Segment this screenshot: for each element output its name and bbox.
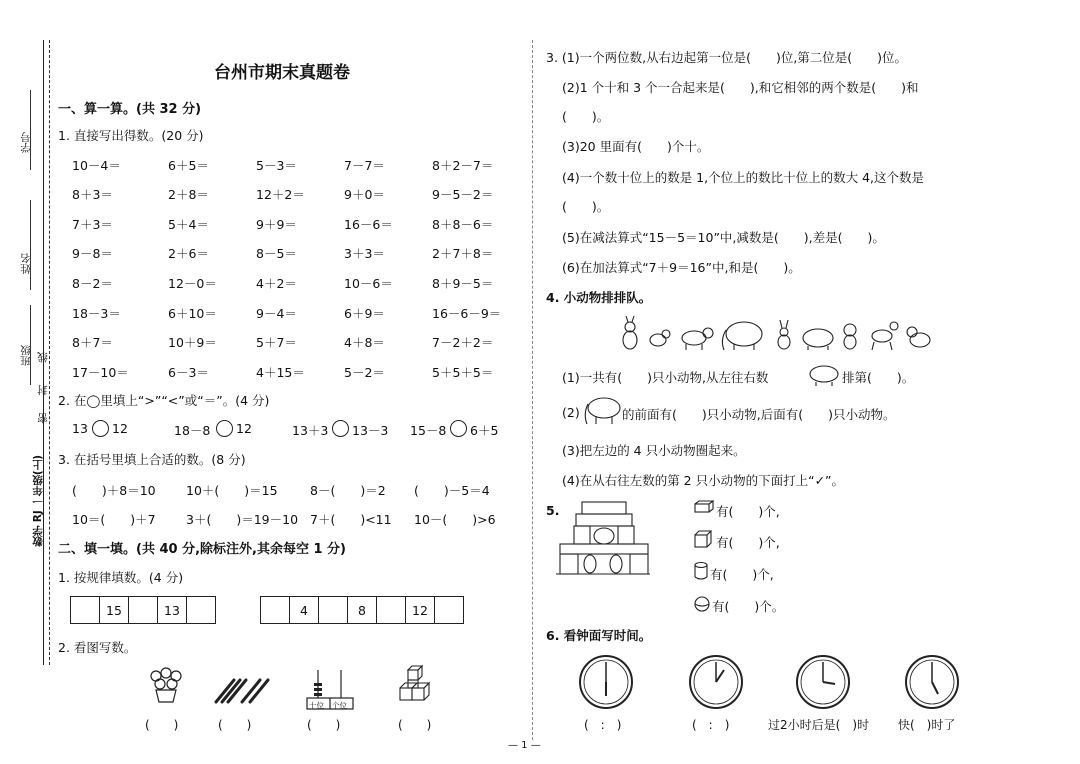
fill-item[interactable]: 10＝( )＋7	[72, 512, 156, 527]
pic-answer[interactable]: ( )	[218, 718, 252, 732]
seq-box[interactable]	[435, 597, 464, 624]
sequence-boxes-2	[260, 596, 464, 624]
mi-mark: 密	[37, 413, 49, 424]
seq-box[interactable]: 4	[290, 597, 319, 624]
compare-right: 12	[236, 421, 252, 436]
seq-box[interactable]	[71, 597, 100, 624]
compare-right: 12	[112, 421, 128, 436]
clock-face-icon	[904, 654, 960, 710]
student-number-label: 学号	[20, 132, 32, 153]
part1-q3-title: 3. 在括号里填上合适的数。(8 分)	[58, 452, 246, 467]
fill-item[interactable]: 7＋( )<11	[310, 512, 392, 527]
calc-cell: 6＋9＝	[344, 306, 385, 321]
seq-box[interactable]	[187, 597, 216, 624]
calc-cell: 8＋7＝	[72, 335, 113, 350]
calc-cell: 4＋8＝	[344, 335, 385, 350]
calc-cell: 18－3＝	[72, 306, 121, 321]
page-number: — 1 —	[508, 740, 541, 751]
compare-left: 18－8	[174, 423, 211, 438]
q4-title: 4. 小动物排排队。	[546, 290, 652, 305]
elephant-icon	[582, 394, 622, 426]
shape-count: 有( )个,	[716, 535, 780, 550]
calc-cell: 16－6＝	[344, 217, 393, 232]
clock-note-almost[interactable]: 快( )时了	[898, 718, 956, 732]
calc-cell: 4＋2＝	[256, 276, 297, 291]
blocks-structure-icon	[556, 500, 650, 578]
calc-cell: 9－4＝	[256, 306, 297, 321]
calc-cell: 16－6－9＝	[432, 306, 502, 321]
cubes-icon	[396, 666, 440, 708]
calc-cell: 8＋8－6＝	[432, 217, 494, 232]
calc-cell: 6＋10＝	[168, 306, 217, 321]
calc-cell: 9－5－2＝	[432, 187, 494, 202]
binding-strip	[0, 0, 52, 764]
q3-line: (5)在减法算式“15－5＝10”中,减数是( ),差是( )。	[562, 230, 885, 245]
calc-cell: 2＋8＝	[168, 187, 209, 202]
clock-face-icon	[578, 654, 634, 710]
seq-box[interactable]: 13	[158, 597, 187, 624]
clock-face-icon	[795, 654, 851, 710]
pic-answer[interactable]: ( )	[398, 718, 432, 732]
seq-box[interactable]	[377, 597, 406, 624]
compare-circle-input[interactable]	[92, 420, 109, 437]
part1-q1-title: 1. 直接写出得数。(20 分)	[58, 128, 204, 143]
cuboid-icon	[694, 500, 714, 514]
seq-box[interactable]: 15	[100, 597, 129, 624]
flower-pot-icon	[146, 666, 186, 706]
fill-item[interactable]: ( )＋8＝10	[72, 483, 156, 498]
part1-q2-title: 2. 在◯里填上“>”“<”或“＝”。(4 分)	[58, 393, 270, 408]
shape-count: 有( )个,	[716, 504, 780, 519]
part2-q2-title: 2. 看图写数。	[58, 640, 137, 655]
q4-line1a: (1)一共有( )只小动物,从左往右数	[562, 370, 769, 385]
calc-cell: 6－3＝	[168, 365, 209, 380]
calc-cell: 7－7＝	[344, 158, 385, 173]
calc-cell: 9－8＝	[72, 246, 113, 261]
subject-label: 数学 RJ 一年级(上)	[32, 455, 44, 547]
name-line	[30, 200, 32, 290]
calc-cell: 3＋3＝	[344, 246, 385, 261]
q3-line: (4)一个数十位上的数是 1,个位上的数比十位上的数大 4,这个数是	[562, 170, 925, 185]
q4-line2b: 的前面有( )只小动物,后面有( )只小动物。	[622, 407, 896, 422]
compare-right: 6＋5	[470, 423, 499, 438]
cube-icon	[694, 530, 712, 548]
calc-cell: 7－2＋2＝	[432, 335, 494, 350]
calc-cell: 9＋0＝	[344, 187, 385, 202]
q3-line: (2)1 个十和 3 个一合起来是( ),和它相邻的两个数是( )和	[562, 80, 919, 95]
part1-heading: 一、算一算。(共 32 分)	[58, 102, 202, 117]
q3-line: 3. (1)一个两位数,从右边起第一位是( )位,第二位是( )位。	[546, 50, 908, 65]
calc-cell: 8－5＝	[256, 246, 297, 261]
q6-title: 6. 看钟面写时间。	[546, 628, 652, 643]
fill-item[interactable]: ( )－5＝4	[414, 483, 490, 498]
page-title: 台州市期末真题卷	[214, 63, 350, 83]
clock-face-icon	[688, 654, 744, 710]
shape-count: 有( )个,	[710, 567, 774, 582]
fill-item[interactable]: 10－( )>6	[414, 512, 496, 527]
compare-left: 15－8	[410, 423, 447, 438]
q3-line: (6)在加法算式“7＋9＝16”中,和是( )。	[562, 260, 801, 275]
animals-row-icon	[618, 316, 938, 352]
calc-cell: 5＋7＝	[256, 335, 297, 350]
clock-answer[interactable]: ( : )	[692, 718, 730, 732]
pic-answer[interactable]: ( )	[145, 718, 179, 732]
compare-left: 13	[72, 421, 88, 436]
calc-cell: 5＋5＋5＝	[432, 365, 494, 380]
fill-item[interactable]: 10＋( )＝15	[186, 483, 278, 498]
sphere-icon	[694, 596, 710, 612]
fill-item[interactable]: 3＋( )＝19－10	[186, 512, 299, 527]
calc-cell: 8＋2－7＝	[432, 158, 494, 173]
calc-cell: 6＋5＝	[168, 158, 209, 173]
calc-cell: 4＋15＝	[256, 365, 305, 380]
compare-right: 13－3	[352, 423, 389, 438]
sequence-boxes-1	[70, 596, 216, 624]
calc-cell: 2＋6＝	[168, 246, 209, 261]
calc-cell: 10＋9＝	[168, 335, 217, 350]
seq-box[interactable]	[319, 597, 348, 624]
compare-left: 13＋3	[292, 423, 329, 438]
calc-cell: 5－2＝	[344, 365, 385, 380]
class-line	[30, 305, 32, 385]
feng-mark: 封	[37, 385, 49, 396]
q4-line2a: (2)	[562, 405, 580, 420]
calc-cell: 9＋9＝	[256, 217, 297, 232]
calc-cell: 7＋3＝	[72, 217, 113, 232]
calc-cell: 10－6＝	[344, 276, 393, 291]
calc-cell: 12－0＝	[168, 276, 217, 291]
name-label: 姓名	[20, 253, 32, 274]
compare-circle-input[interactable]	[450, 420, 467, 437]
calc-cell: 2＋7＋8＝	[432, 246, 494, 261]
calc-cell: 12＋2＝	[256, 187, 305, 202]
pig-icon	[808, 362, 840, 386]
abacus-tens-label: 十位	[309, 701, 324, 710]
q5-label: 5.	[546, 503, 560, 518]
sticks-bundle-icon	[212, 676, 272, 706]
part2-heading: 二、填一填。(共 40 分,除标注外,其余每空 1 分)	[58, 542, 346, 557]
seq-box[interactable]	[129, 597, 158, 624]
q4-line4: (4)在从右往左数的第 2 只小动物的下面打上“✓”。	[562, 473, 845, 488]
calc-cell: 17－10＝	[72, 365, 129, 380]
q4-line1b: 排第( )。	[842, 370, 915, 385]
compare-circle-input[interactable]	[216, 420, 233, 437]
q3-line: ( )。	[562, 109, 610, 124]
column-divider	[532, 40, 533, 740]
calc-cell: 5＋4＝	[168, 217, 209, 232]
fill-item[interactable]: 8－( )＝2	[310, 483, 386, 498]
calc-cell: 8＋9－5＝	[432, 276, 494, 291]
seq-box[interactable]	[261, 597, 290, 624]
q3-line: ( )。	[562, 199, 610, 214]
part2-q1-title: 1. 按规律填数。(4 分)	[58, 570, 184, 585]
calc-cell: 5－3＝	[256, 158, 297, 173]
clock-answer[interactable]: ( : )	[584, 718, 622, 732]
seq-box[interactable]: 8	[348, 597, 377, 624]
seq-box[interactable]: 12	[406, 597, 435, 624]
calc-cell: 10－4＝	[72, 158, 121, 173]
class-label: 班级	[20, 345, 32, 366]
compare-circle-input[interactable]	[332, 420, 349, 437]
cylinder-icon	[694, 562, 708, 580]
xian-mark: 线	[37, 352, 49, 363]
pic-answer[interactable]: ( )	[307, 718, 341, 732]
shape-count: 有( )个。	[712, 599, 785, 614]
student-number-line	[30, 90, 32, 170]
clock-note-after-2h[interactable]: 过2小时后是( )时	[768, 718, 869, 732]
q4-line3: (3)把左边的 4 只小动物圈起来。	[562, 443, 746, 458]
abacus-ones-label: 个位	[332, 701, 347, 710]
calc-cell: 8＋3＝	[72, 187, 113, 202]
q3-line: (3)20 里面有( )个十。	[562, 139, 710, 154]
calc-cell: 8－2＝	[72, 276, 113, 291]
